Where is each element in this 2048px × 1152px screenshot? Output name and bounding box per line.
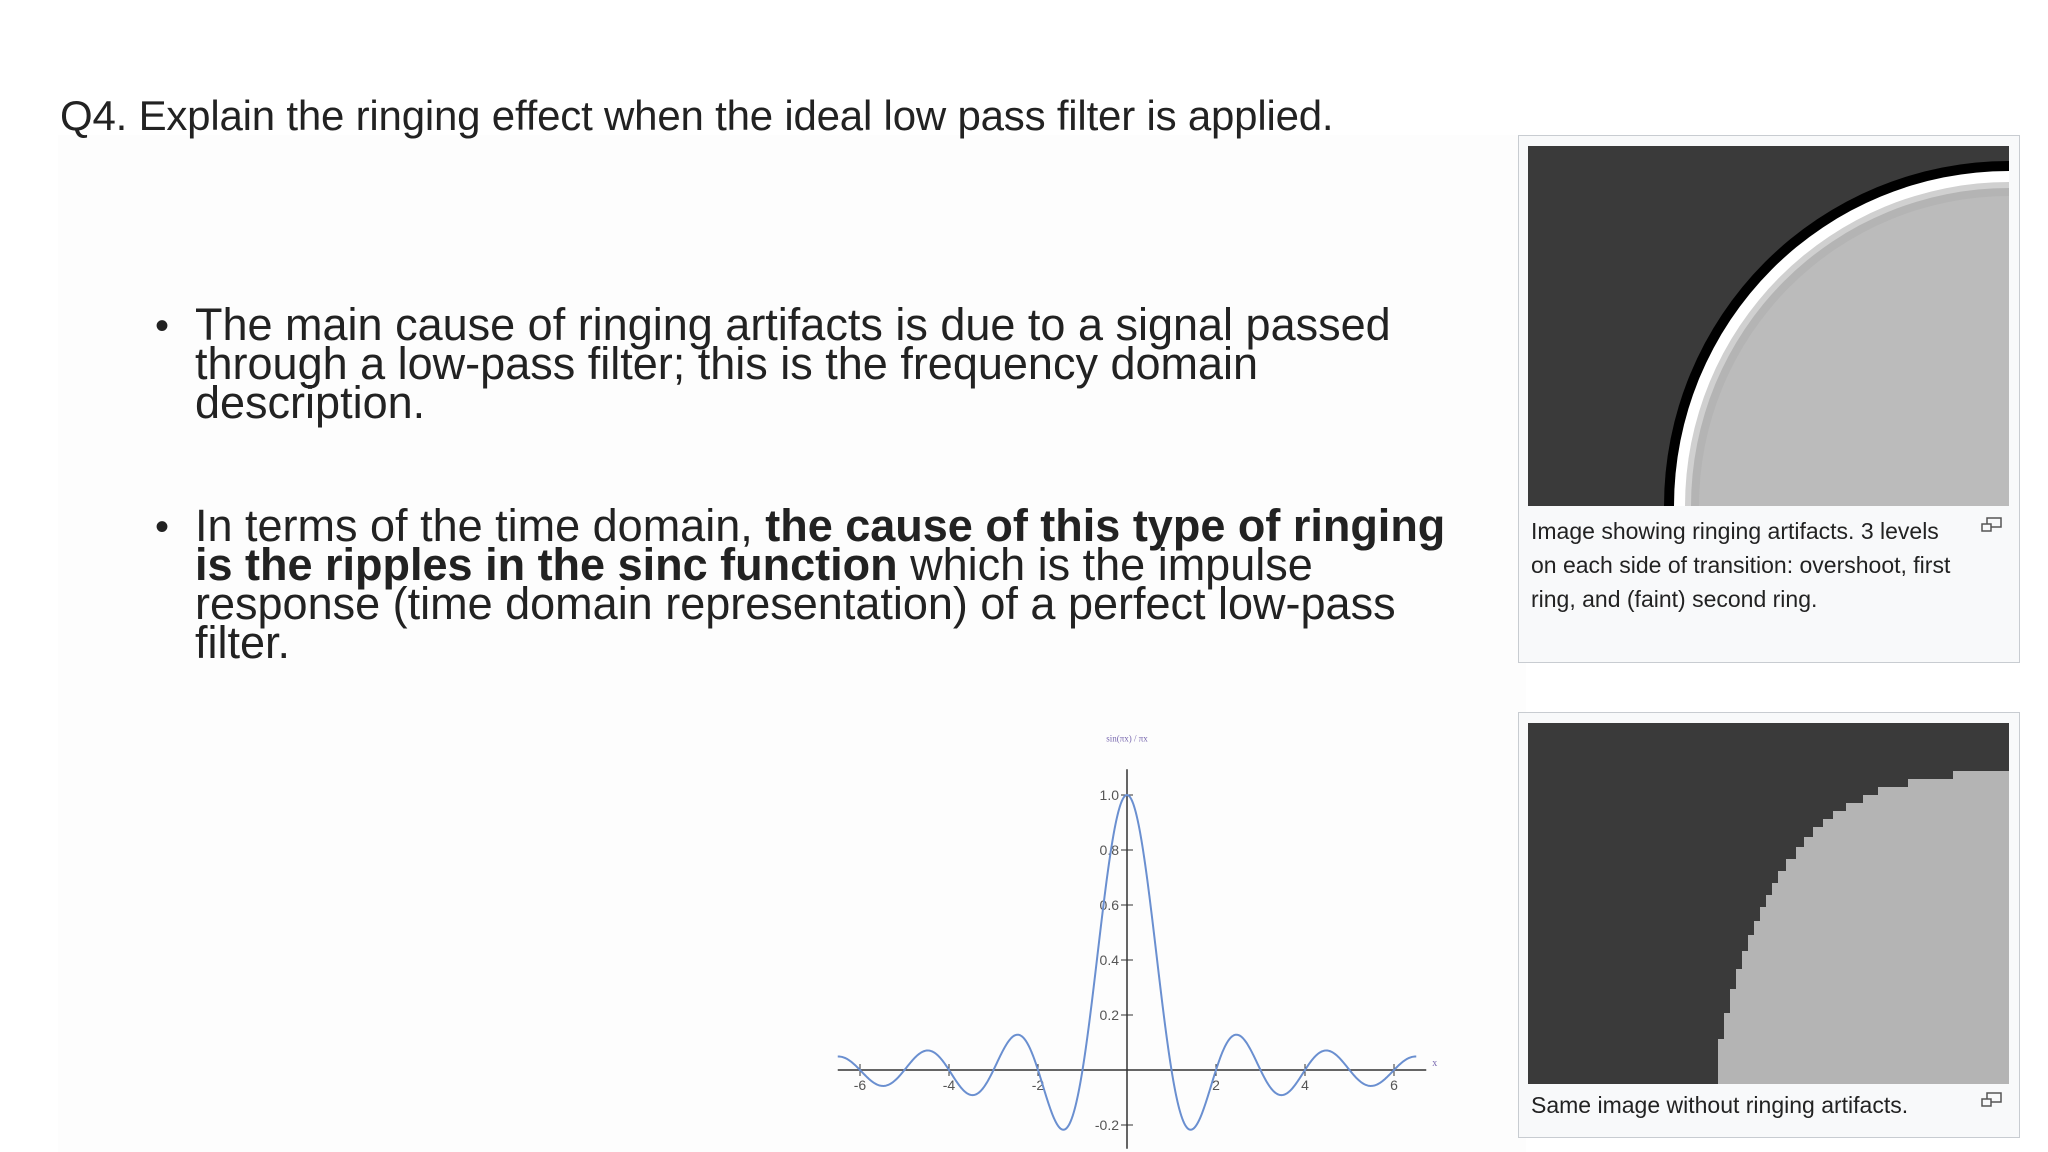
- ringing-image[interactable]: [1528, 146, 2009, 506]
- bullet-dot: •: [155, 505, 170, 549]
- bullet-text-post: which is the impulse response (time domain representation) of a perfect low-pass filter.: [195, 539, 1396, 668]
- figure-caption: Image showing ringing artifacts. 3 levels on each side of transition: overshoot, first ring, and (faint) second ring.: [1531, 518, 1951, 612]
- enlarge-icon[interactable]: [1980, 1091, 2004, 1109]
- question-heading: Q4. Explain the ringing effect when the ideal low pass filter is applied.: [60, 92, 1334, 139]
- bullet-text-pre: In terms of the time domain,: [195, 500, 766, 551]
- figure-no-ringing: [1518, 712, 2020, 1138]
- enlarge-icon[interactable]: [1980, 516, 2004, 534]
- x-tick-label: 2: [1212, 1077, 1220, 1093]
- x-tick-label: -2: [1031, 1077, 1045, 1093]
- bullet-text: The main cause of ringing artifacts is due to a signal passed through a low-pass filter; this is the frequency domain description.: [195, 299, 1391, 428]
- y-axis-label: sin(πx) / πx: [1106, 733, 1148, 744]
- y-tick-label: 0.8: [1099, 842, 1119, 858]
- no-ringing-image[interactable]: [1528, 723, 2009, 1084]
- x-tick-label: 6: [1390, 1077, 1398, 1093]
- y-tick-label: 0.6: [1099, 897, 1119, 913]
- bullet-text-bold: the cause of this type of ringing is the ripples in the sinc function: [195, 500, 1446, 590]
- x-tick-label: -4: [942, 1077, 956, 1093]
- sinc-chart: [820, 730, 1450, 1150]
- figure-ringing: [1518, 135, 2020, 663]
- y-tick-label: 1.0: [1099, 787, 1119, 803]
- x-axis-label: x: [1432, 1058, 1438, 1069]
- bullet-list: [155, 299, 1455, 746]
- x-tick-label: 4: [1301, 1077, 1309, 1093]
- y-tick-label: 0.2: [1099, 1007, 1119, 1023]
- x-tick-label: -6: [853, 1077, 867, 1093]
- y-tick-label: -0.2: [1094, 1117, 1119, 1133]
- bullet-item: [155, 500, 1455, 668]
- bullet-item: [155, 299, 1455, 428]
- y-tick-label: 0.4: [1099, 952, 1119, 968]
- bullet-dot: •: [155, 304, 170, 348]
- figure-caption: Same image without ringing artifacts.: [1531, 1092, 1909, 1118]
